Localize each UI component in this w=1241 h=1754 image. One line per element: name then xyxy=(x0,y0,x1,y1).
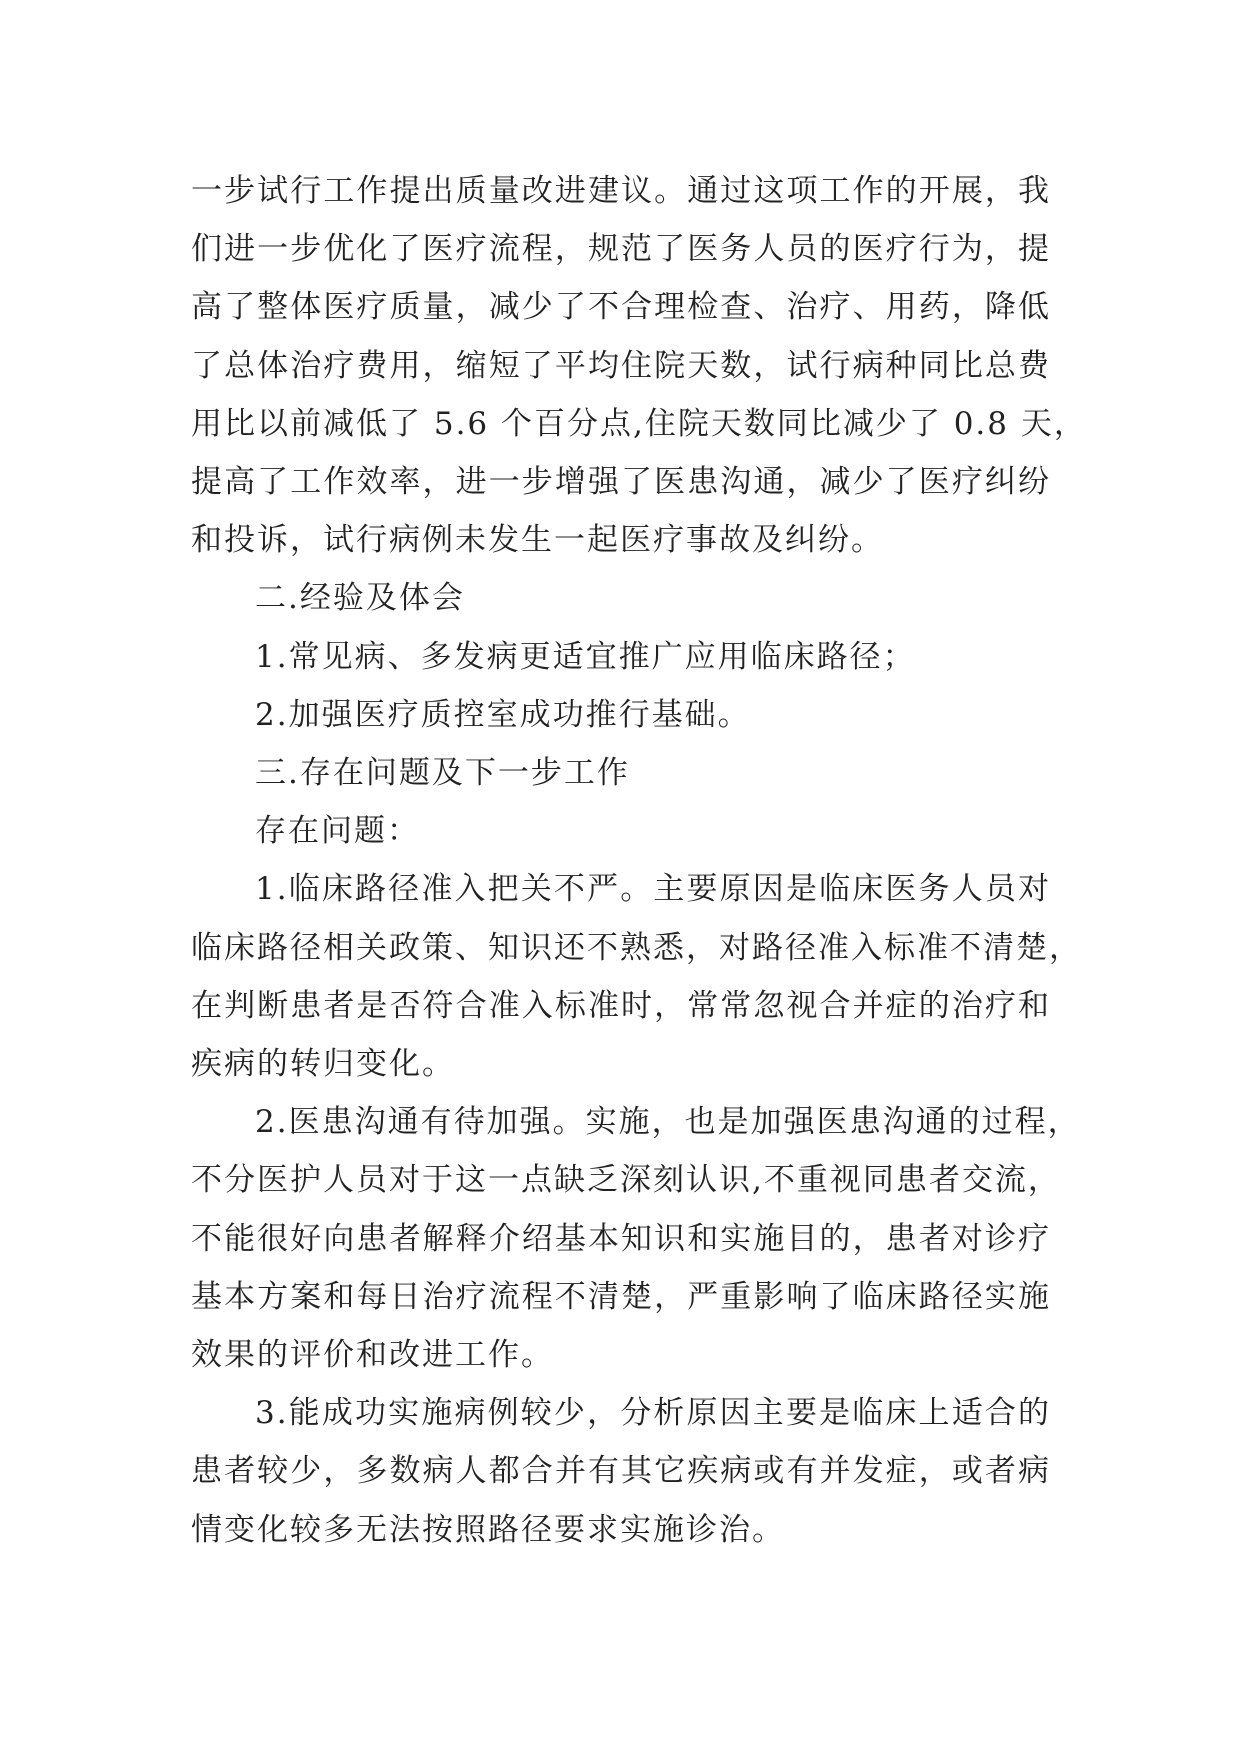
text-line: 患者较少，多数病人都合并有其它疾病或有并发症，或者病 xyxy=(191,1453,1051,1490)
paragraph xyxy=(191,860,1082,1093)
text-line: 和投诉，试行病例未发生一起医疗事故及纠纷。 xyxy=(191,522,884,559)
text-line: 情变化较多无法按照路径要求实施诊治。 xyxy=(191,1511,785,1548)
text-line: 三.存在问题及下一步工作 xyxy=(255,755,630,792)
text-line: 一步试行工作提出质量改进建议。通过这项工作的开展，我 xyxy=(191,173,1051,209)
text-line: 基本方案和每日治疗流程不清楚，严重影响了临床路径实施 xyxy=(191,1278,1051,1315)
text-line: 不能很好向患者解释介绍基本知识和实施目的，患者对诊疗 xyxy=(191,1220,1051,1257)
paragraph xyxy=(191,1093,1081,1384)
text-line: 临床路径相关政策、知识还不熟悉，对路径准入标准不清楚， xyxy=(191,929,1082,966)
text-line: 提高了工作效率，进一步增强了医患沟通，减少了医疗纠纷 xyxy=(191,464,1051,501)
paragraph xyxy=(191,1384,1051,1559)
text-line: 1.常见病、多发病更适宜推广应用临床路径； xyxy=(255,638,916,675)
text-line: 2.加强医疗质控室成功推行基础。 xyxy=(255,696,751,733)
text-line: 2.医患沟通有待加强。实施，也是加强医患沟通的过程， xyxy=(255,1104,1081,1141)
text-line: 疾病的转归变化。 xyxy=(191,1046,455,1083)
text-line: 效果的评价和改进工作。 xyxy=(191,1337,554,1374)
paragraph xyxy=(191,686,1051,744)
paragraph xyxy=(191,628,1051,686)
text-line: 1.临床路径准入把关不严。主要原因是临床医务人员对 xyxy=(255,871,1051,908)
paragraph xyxy=(191,569,1051,627)
paragraph xyxy=(191,162,1087,569)
text-line: 二.经验及体会 xyxy=(255,580,465,617)
text-line: 用比以前减低了 5.6 个百分点,住院天数同比减少了 0.8 天， xyxy=(191,405,1087,442)
paragraph xyxy=(191,802,1051,860)
text-line: 了总体治疗费用，缩短了平均住院天数，试行病种同比总费 xyxy=(191,347,1051,384)
text-line: 高了整体医疗质量，减少了不合理检查、治疗、用药，降低 xyxy=(191,289,1051,326)
text-line: 在判断患者是否符合准入标准时，常常忽视合并症的治疗和 xyxy=(191,987,1051,1024)
text-line: 存在问题： xyxy=(255,813,420,850)
text-line: 们进一步优化了医疗流程，规范了医务人员的医疗行为，提 xyxy=(191,231,1051,268)
paragraph xyxy=(191,744,1051,802)
document-body xyxy=(191,162,1087,1559)
text-line: 不分医护人员对于这一点缺乏深刻认识,不重视同患者交流， xyxy=(191,1162,1061,1199)
text-line: 3.能成功实施病例较少，分析原因主要是临床上适合的 xyxy=(255,1395,1051,1432)
